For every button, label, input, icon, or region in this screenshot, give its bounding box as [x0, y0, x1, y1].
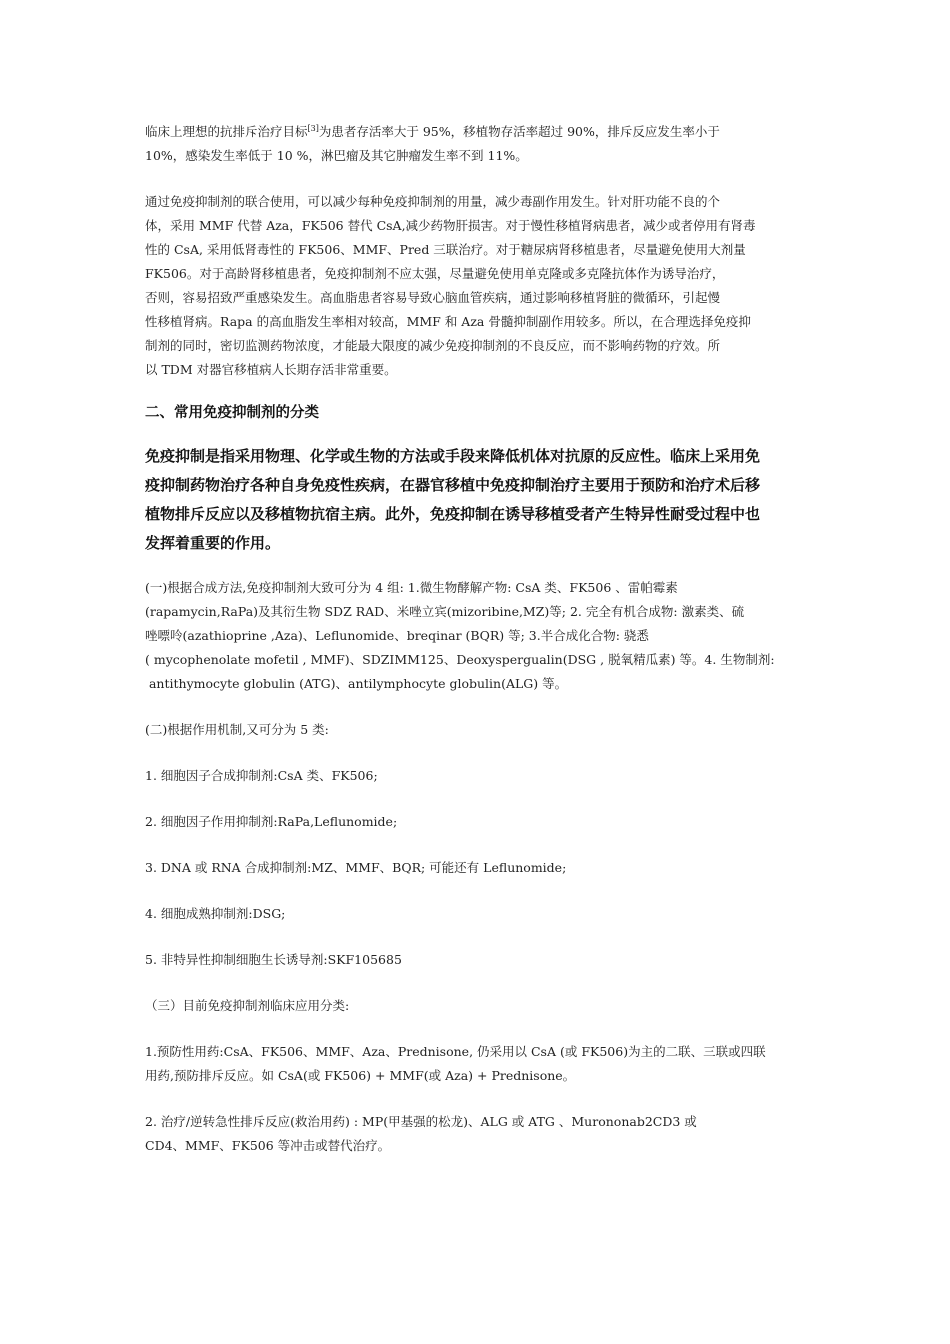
text-line: 唑嘌呤(azathioprine ,Aza)、Leflunomide、breqinar (BQR) 等; 3.半合成化合物: 骁悉 [145, 628, 649, 643]
text-line: 通过免疫抑制剂的联合使用，可以减少每种免疫抑制剂的用量，减少毒副作用发生。针对肝功能不良的个 [145, 194, 721, 209]
text-line: 性移植肾病。Rapa 的高血脂发生率相对较高，MMF 和 Aza 骨髓抑制副作用较多。所以，在合理选择免疫抑 [145, 314, 751, 329]
text-line: (一)根据合成方法,免疫抑制剂大致可分为 4 组: 1.微生物酵解产物: CsA 类、FK506 、雷帕霉素 [145, 580, 678, 595]
text-line: 性的 CsA, 采用低肾毒性的 FK506、MMF、Pred 三联治疗。对于糖尿病肾移植患者，尽量避免使用大剂量 [145, 242, 746, 257]
text-line [145, 120, 813, 144]
text-line: CD4、MMF、FK506 等冲击或替代治疗。 [145, 1138, 391, 1153]
list-item: 1. 细胞因子合成抑制剂:CsA 类、FK506; [145, 768, 378, 783]
text-line: 用药,预防排斥反应。如 CsA(或 FK506) + MMF(或 Aza) + Prednisone。 [145, 1068, 576, 1083]
paragraph-immunosuppression-definition [145, 442, 813, 558]
text-line: 制剂的同时，密切监测药物浓度，才能最大限度的减少免疫抑制剂的不良反应，而不影响药物的疗效。所 [145, 338, 721, 353]
list-item: 3. DNA 或 RNA 合成抑制剂:MZ、MMF、BQR; 可能还有 Leflunomide; [145, 860, 567, 875]
text-line: FK506。对于高龄肾移植患者，免疫抑制剂不应太强，尽量避免使用单克隆或多克隆抗体作为诱导治疗， [145, 266, 725, 281]
section-heading-wrap [145, 402, 813, 424]
text-line: 2. 治疗/逆转急性排斥反应(救治用药) : MP(甲基强的松龙)、ALG 或 ATG 、Murononab2CD3 或 [145, 1114, 697, 1129]
text-line: 否则，容易招致严重感染发生。高血脂患者容易导致心脑血管疾病，通过影响移植肾脏的微循环，引起慢 [145, 290, 721, 305]
paragraph-classification-synthesis [145, 576, 813, 696]
text-segment: 为患者存活率大于 95%，移植物存活率超过 90%，排斥反应发生率小于 [318, 124, 720, 139]
paragraph-combination-therapy [145, 190, 813, 382]
paragraph-preventive-medication [145, 1040, 813, 1088]
text-line: 发挥着重要的作用。 [145, 534, 281, 552]
text-line: 免疫抑制是指采用物理、化学或生物的方法或手段来降低机体对抗原的反应性。临床上采用免 [145, 447, 761, 465]
paragraph-rescue-medication [145, 1110, 813, 1158]
text-line: 1.预防性用药:CsA、FK506、MMF、Aza、Prednisone, 仍采用以 CsA (或 FK506)为主的二联、三联或四联 [145, 1044, 766, 1059]
section-heading: 二、常用免疫抑制剂的分类 [145, 405, 319, 421]
paragraph-clinical-classification: （三）目前免疫抑制剂临床应用分类: [145, 998, 350, 1013]
text-line: (rapamycin,RaPa)及其衍生物 SDZ RAD、米唑立宾(mizoribine,MZ)等; 2. 完全有机合成物: 激素类、硫 [145, 604, 745, 619]
text-line: 体，采用 MMF 代替 Aza，FK506 替代 CsA,减少药物肝损害。对于慢性移植肾病患者，减少或者停用有肾毒 [145, 218, 756, 233]
citation-reference: [3] [307, 123, 319, 133]
text-segment: 临床上理想的抗排斥治疗目标 [145, 124, 308, 139]
text-line: ( mycophenolate mofetil , MMF)、SDZIMM125、Deoxyspergualin(DSG , 脱氧精瓜素) 等。4. 生物制剂: [145, 652, 775, 667]
text-line: 以 TDM 对器官移植病人长期存活非常重要。 [145, 362, 397, 377]
paragraph-treatment-goal [145, 120, 813, 168]
list-item: 4. 细胞成熟抑制剂:DSG; [145, 906, 286, 921]
list-item: 5. 非特异性抑制细胞生长诱导剂:SKF105685 [145, 952, 402, 967]
text-line: 植物排斥反应以及移植物抗宿主病。此外，免疫抑制在诱导移植受者产生特异性耐受过程中也 [145, 505, 761, 523]
document-body [145, 120, 813, 1158]
text-line: antithymocyte globulin (ATG)、antilymphocyte globulin(ALG) 等。 [145, 676, 568, 691]
text-line: 疫抑制药物治疗各种自身免疫性疾病，在器官移植中免疫抑制治疗主要用于预防和治疗术后移 [145, 476, 761, 494]
text-line: 10%，感染发生率低于 10 %，淋巴瘤及其它肿瘤发生率不到 11%。 [145, 148, 528, 163]
list-item: 2. 细胞因子作用抑制剂:RaPa,Leflunomide; [145, 814, 398, 829]
paragraph-mechanism-intro: (二)根据作用机制,又可分为 5 类: [145, 722, 329, 737]
